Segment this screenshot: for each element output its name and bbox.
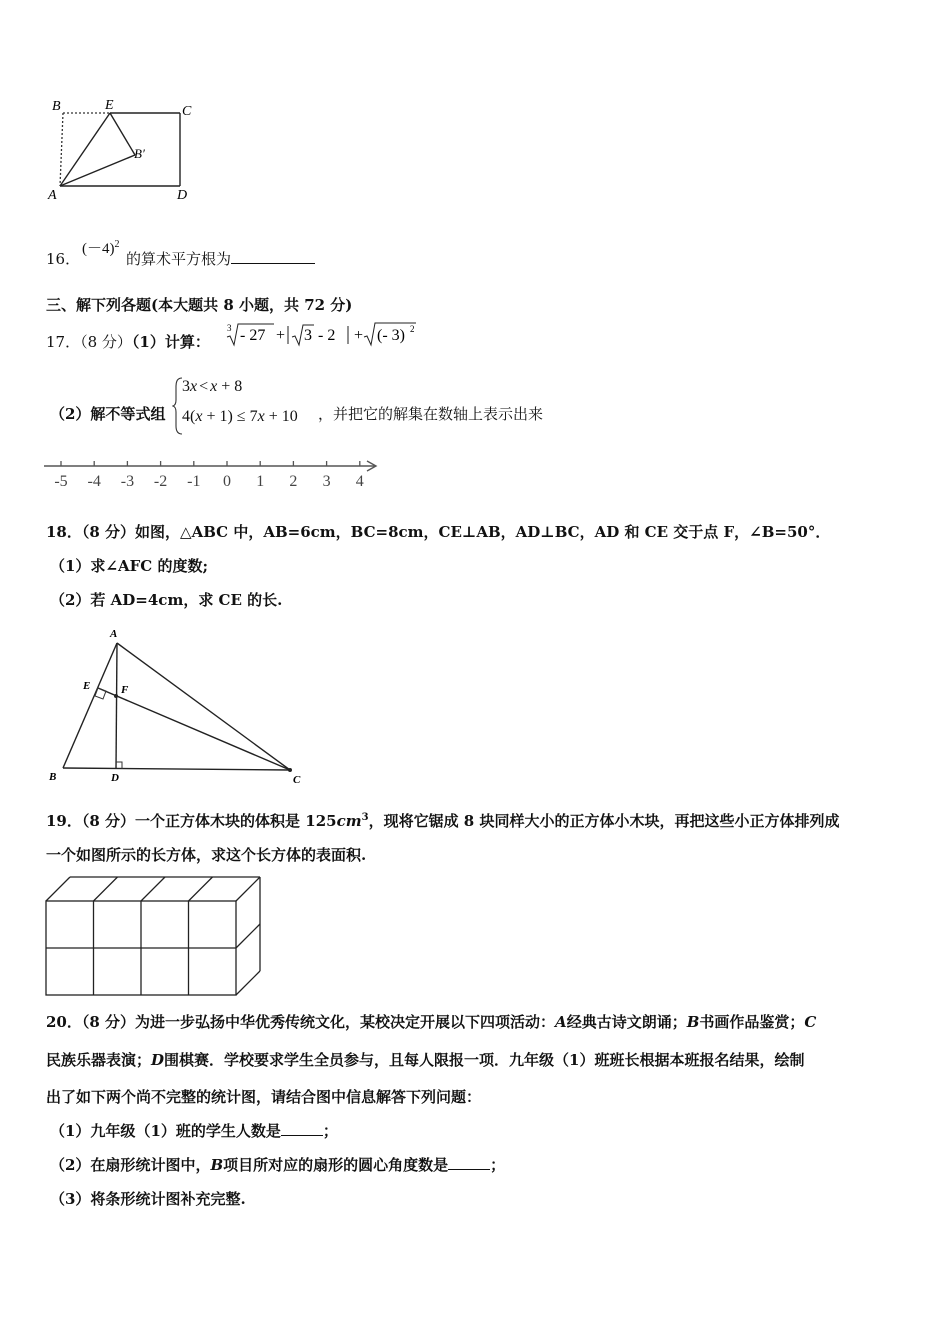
label-E: E xyxy=(83,680,91,692)
inequality-1: 3x < x + 8 xyxy=(182,378,243,395)
question-20-line3: 出了如下两个尚不完整的统计图，请结合图中信息解答下列问题： xyxy=(46,1088,482,1106)
question-20-part1: （1）九年级（1）班的学生人数是 ； xyxy=(50,1122,338,1140)
number-line-label: 2 xyxy=(289,473,298,490)
rectangle-fold-figure xyxy=(40,92,210,207)
svg-text:2: 2 xyxy=(410,324,415,334)
q17-expression xyxy=(222,320,432,350)
svg-text:3: 3 xyxy=(227,323,232,333)
question-18-stem: 18．（8 分）如图，△ABC 中，AB=6cm，BC=8cm，CE⊥AB，AD⊥BC，AD 和 CE 交于点 F，∠B=50°． xyxy=(46,523,831,541)
question-18-part2: （2）若 AD=4cm，求 CE 的长. xyxy=(50,591,283,609)
svg-text:- 27: - 27 xyxy=(240,327,266,344)
number-line xyxy=(40,455,385,495)
question-20-part3: （3）将条形统计图补充完整. xyxy=(50,1190,246,1208)
answer-blank-20-2[interactable] xyxy=(448,1155,490,1170)
triangle-abc-figure xyxy=(40,622,320,792)
label-B: B xyxy=(49,771,57,783)
q16-expression: $(-4)^2$ xyxy=(82,239,120,257)
label-A: A xyxy=(48,188,57,203)
svg-text:+: + xyxy=(354,327,364,344)
question-20-line1: 20．（8 分）为进一步弘扬中华优秀传统文化，某校决定开展以下四项活动：A经典古诗文朗诵；B书画作品鉴赏；C xyxy=(46,1013,817,1031)
number-line-label: -3 xyxy=(120,473,135,490)
number-line-label: -4 xyxy=(87,473,101,490)
question-16: 16． xyxy=(46,250,81,268)
question-19-line1: 19．（8 分）一个正方体木块的体积是 $125cm^3$，现将它锯成 8 块同样大小的正方体小木块，再把这些小正方体排列成 xyxy=(46,812,840,830)
number-line-label: 3 xyxy=(322,473,331,490)
cuboid-figure xyxy=(40,870,270,1000)
number-line-label: 0 xyxy=(223,473,231,490)
number-line-label: 4 xyxy=(355,473,364,490)
svg-text:3: 3 xyxy=(304,327,312,344)
label-E: E xyxy=(105,98,114,113)
label-A: A xyxy=(110,628,118,640)
question-18-part1: （1）求∠AFC 的度数; xyxy=(50,557,208,575)
number-line-label: -2 xyxy=(153,473,168,490)
question-19-line2: 一个如图所示的长方体，求这个长方体的表面积. xyxy=(46,846,367,864)
question-17-part1: 17．（8 分）（1）计算： xyxy=(46,333,210,351)
label-C: C xyxy=(182,104,192,119)
question-20-part2: （2）在扇形统计图中，B项目所对应的扇形的圆心角度数是 ； xyxy=(50,1156,506,1174)
q17-part2-label: （2）解不等式组 xyxy=(50,405,166,423)
label-C: C xyxy=(293,774,301,786)
answer-blank-16[interactable] xyxy=(231,249,315,264)
answer-blank-20-1[interactable] xyxy=(281,1121,323,1136)
label-D: D xyxy=(177,188,188,203)
svg-text:- 2: - 2 xyxy=(318,327,336,344)
q16-text: 的算术平方根为 xyxy=(126,249,315,269)
q17-part2-text: ，并把它的解集在数轴上表示出来 xyxy=(318,405,544,423)
number-line-label: 1 xyxy=(256,473,265,490)
label-B: B xyxy=(52,99,61,114)
section-3-title: 三、解下列各题(本大题共 8 小题，共 72 分) xyxy=(46,296,353,314)
number-line-label: -1 xyxy=(187,473,201,490)
inequality-2: 4(x + 1) ≤ 7x + 10 xyxy=(182,408,298,425)
label-D: D xyxy=(111,772,119,784)
label-B-prime: B′ xyxy=(134,146,145,161)
label-F: F xyxy=(121,684,129,696)
number-line-label: -5 xyxy=(54,473,68,490)
svg-text:+: + xyxy=(276,327,286,344)
svg-text:(- 3): (- 3) xyxy=(377,327,405,344)
question-20-line2: 民族乐器表演；D围棋赛．学校要求学生全员参与，且每人限报一项．九年级（1）班班长根据本班报名结果，绘制 xyxy=(46,1051,805,1069)
